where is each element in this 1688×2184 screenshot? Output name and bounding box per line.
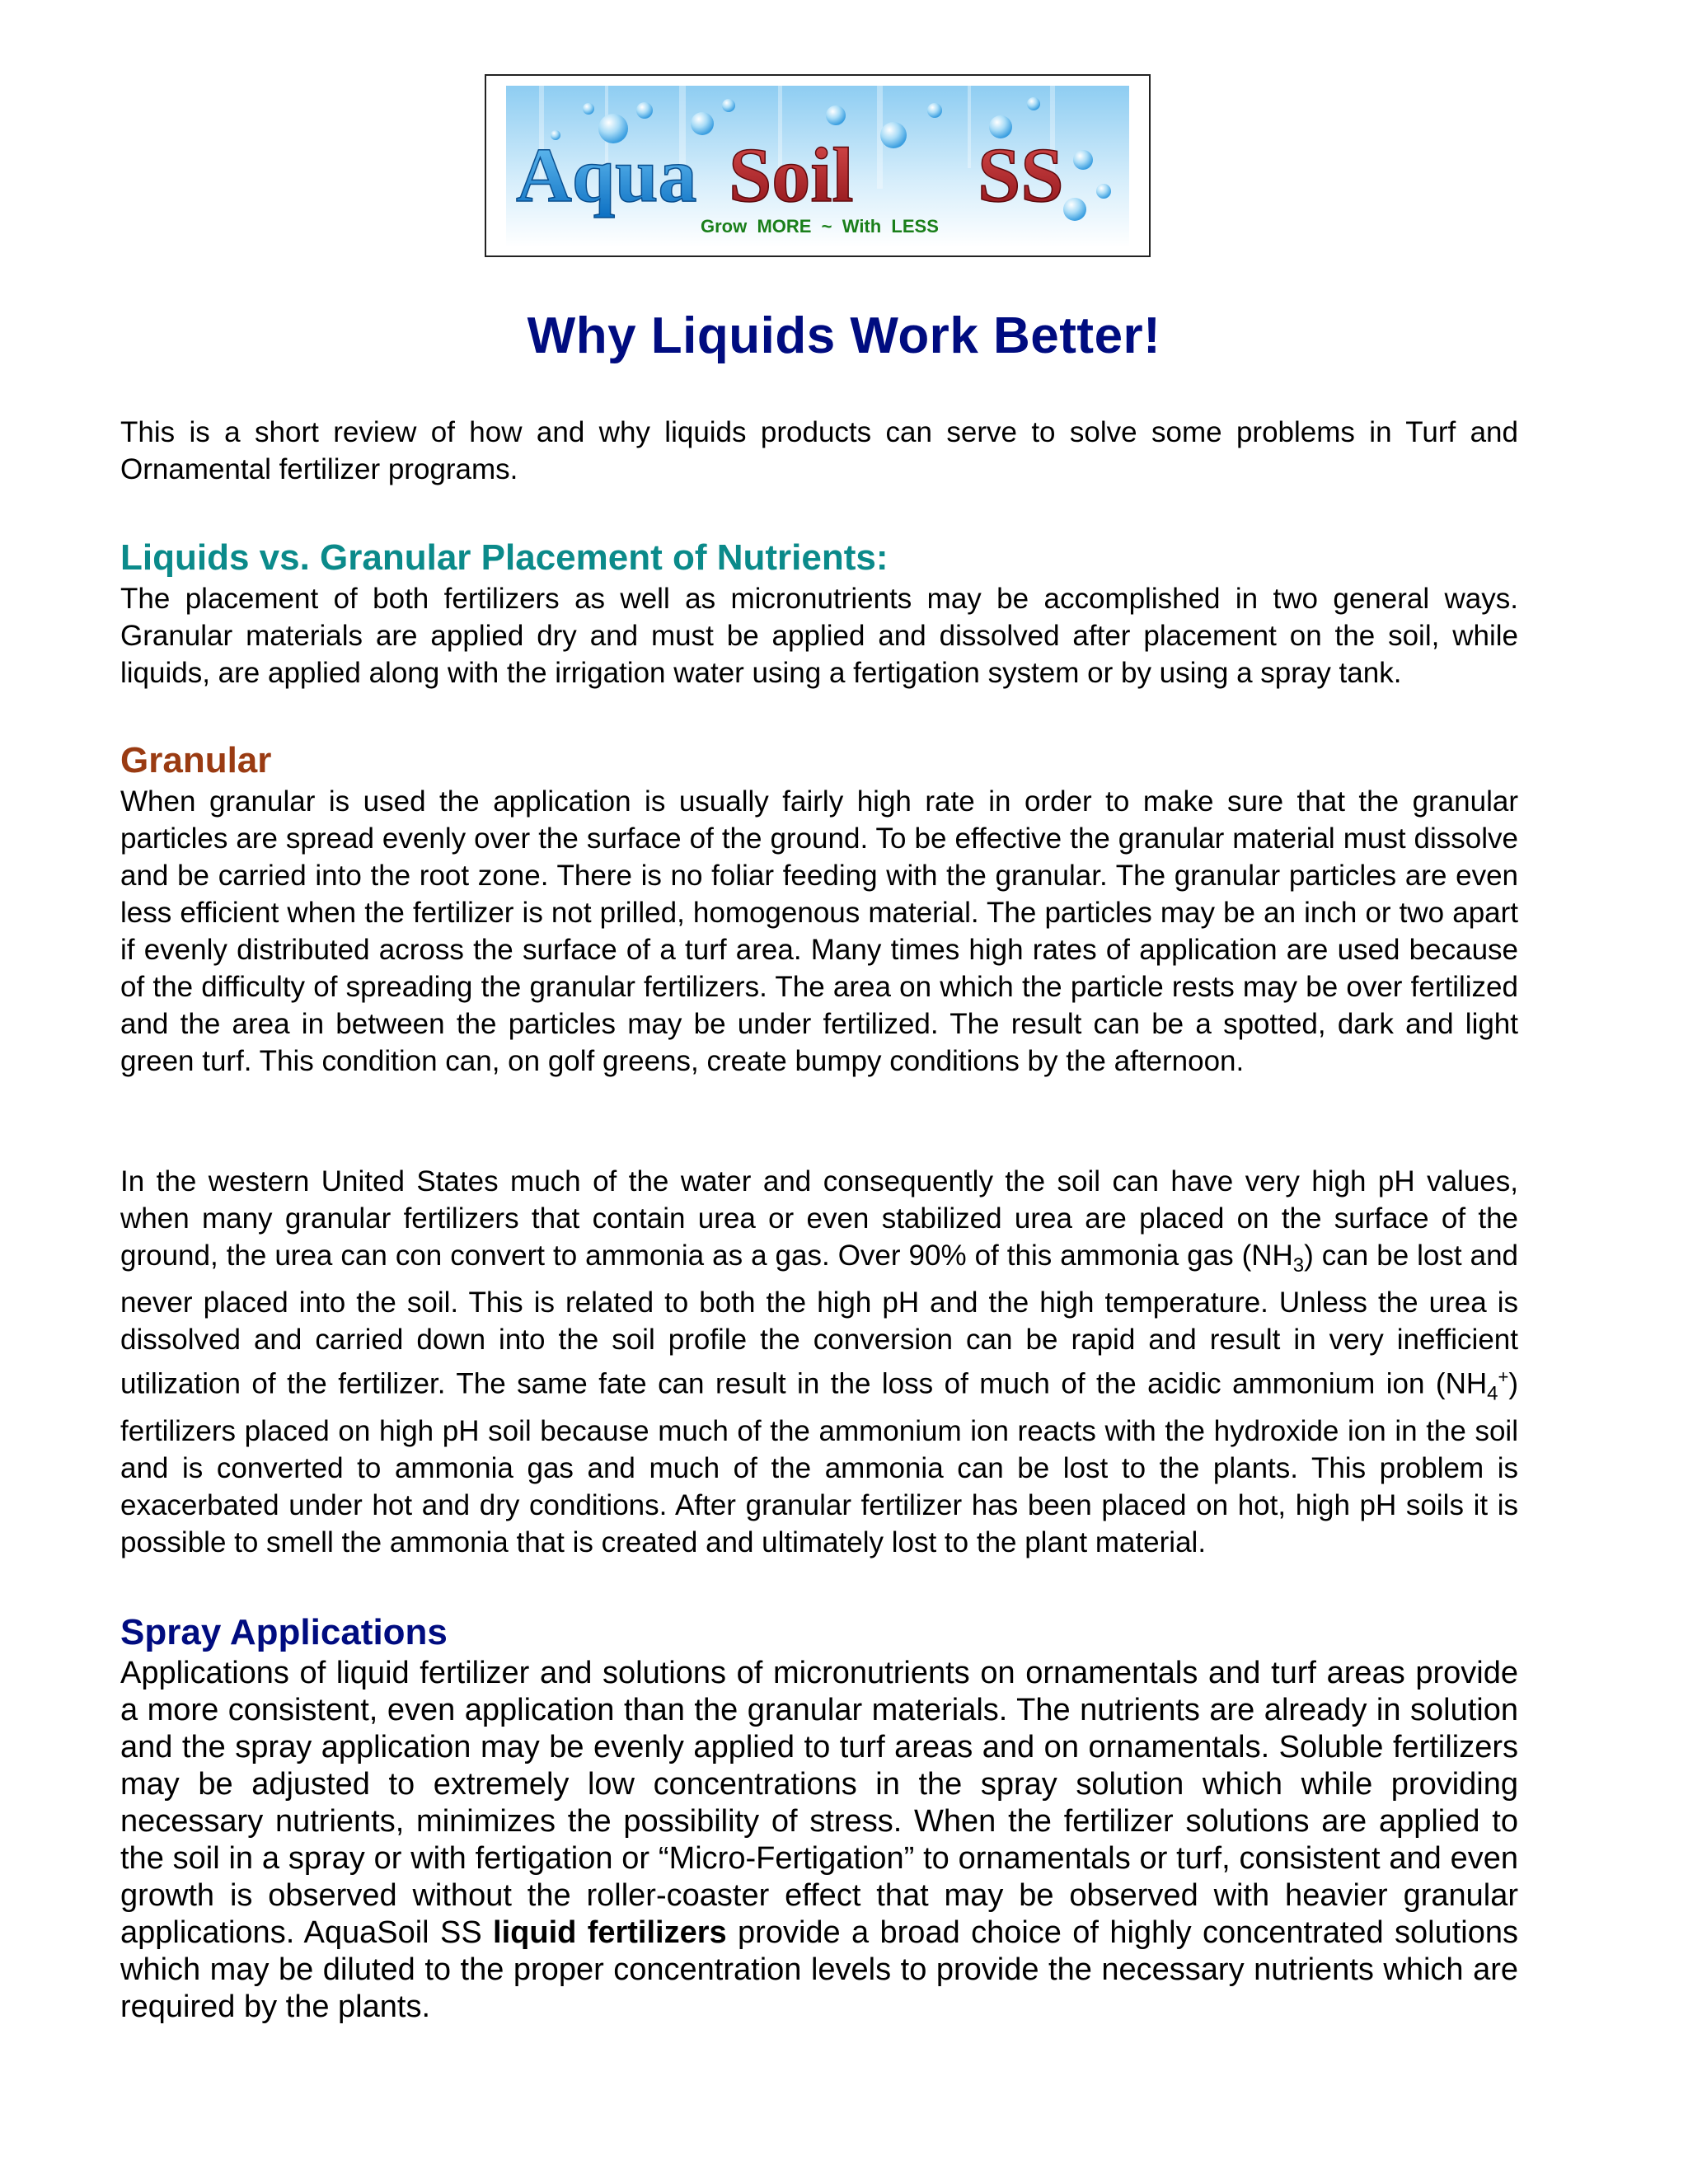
section-spray-applications	[120, 1610, 1518, 2026]
section-granular	[120, 738, 1518, 1080]
logo-frame	[485, 74, 1151, 257]
section-paragraph: In the western United States much of the water and consequently the soil can have very high pH values, when many granular fertilizers that contain urea or even stabilized urea are placed on the surface of the ground, the urea can con convert to ammonia as a gas. Over 90% of this ammonia gas $(NH_3)$ can be lost and never placed into the soil. This is related to both the high pH and the high temperature. Unless the urea is dissolved and carried down into the soil profile the conversion can be rapid and result in very inefficient utilization of the fertilizer. The same fate can result in the loss of much of the acidic ammonium ion $(NH_4^+)$ fertilizers placed on high pH soil because much of the ammonium ion reacts with the hydroxide ion in the soil and is converted to ammonia gas and much of the ammonia can be lost to the plants. This problem is exacerbated under hot and dry conditions. After granular fertilizer has been placed on hot, high pH soils it is possible to smell the ammonia that is created and ultimately lost to the plant material.	[120, 1165, 1519, 1558]
section-liquids-vs-granular	[120, 536, 1518, 691]
intro-block	[120, 414, 1518, 488]
section-paragraph: The placement of both fertilizers as well as micronutrients may be accomplished in two general ways. Granular materials are applied dry and must be applied and dissolved after placement on the soil, while liquids, are applied along with the irrigation water using a fertigation system or by using a spray tank.	[120, 583, 1518, 689]
section-paragraph: When granular is used the application is usually fairly high rate in order to make sure that the granular particles are spread evenly over the surface of the ground. To be effective the granular material must dissolve and be carried into the root zone. There is no foliar feeding with the granular. The granular particles are even less efficient when the fertilizer is not prilled, homogenous material. The particles may be an inch or two apart if evenly distributed across the surface of a turf area. Many times high rates of application are used because of the difficulty of spreading the granular fertilizers. The area on which the particle rests may be over fertilized and the area in between the particles may be under fertilized. The result can be a spotted, dark and light green turf. This condition can, on golf greens, create bumpy conditions by the afternoon.	[120, 785, 1518, 1077]
brand-ss: SS	[978, 133, 1064, 218]
aquasoil-logo	[506, 86, 1129, 247]
logo-tagline: Grow MORE ~ With LESS	[701, 216, 939, 237]
section-heading: Granular	[120, 740, 272, 780]
brand-soil: Soil	[729, 133, 854, 218]
section-paragraph: Applications of liquid fertilizer and solutions of micronutrients on ornamentals and turf areas provide a more consistent, even application than the granular materials. The nutrients are already in solution and the spray application may be evenly applied to turf areas and on ornamentals. Soluble fertilizers may be adjusted to extremely low concentrations in the spray solution which while providing necessary nutrients, minimizes the possibility of stress. When the fertilizer solutions are applied to the soil in a spray or with fertigation or “Micro-Fertigation” to ornamentals or turf, consistent and even growth is observed without the roller-coaster effect that may be observed with heavier granular applications. AquaSoil SS liquid fertilizers provide a broad choice of highly concentrated solutions which may be diluted to the proper concentration levels to provide the necessary nutrients which are required by the plants.	[120, 1656, 1519, 2024]
intro-paragraph: This is a short review of how and why liquids products can serve to solve some problems in Turf and Ornamental fertilizer programs.	[120, 416, 1518, 485]
brand-aqua: Aqua	[516, 133, 697, 218]
section-heading: Liquids vs. Granular Placement of Nutrients:	[120, 537, 889, 578]
section-granular-ph	[120, 1163, 1518, 1561]
section-heading: Spray Applications	[120, 1612, 448, 1652]
page-title: Why Liquids Work Better!	[527, 307, 1161, 364]
